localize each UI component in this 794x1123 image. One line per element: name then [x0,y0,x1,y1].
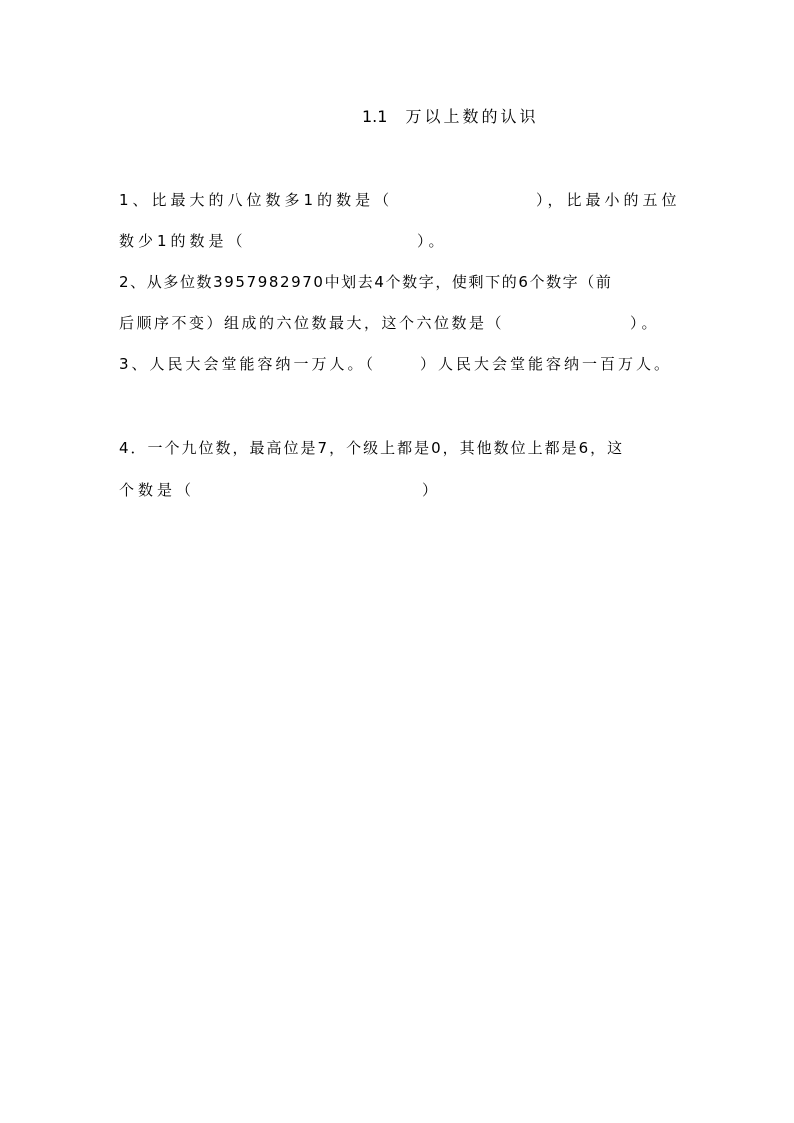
title-number: 1.1 [362,107,388,126]
title-text: 万以上数的认识 [405,107,539,126]
q3-text-b: ）人民大会堂能容纳一百万人。 [420,355,673,373]
q1-line2-close: ）。 [417,232,448,250]
q1-line1-text: 1、比最大的八位数多1的数是（ [119,191,394,209]
q2-line1-text: 2、从多位数3957982970中划去4个数字，使剩下的6个数字（前 [119,273,613,291]
q4-line1-text: 4．一个九位数，最高位是7，个级上都是0，其他数位上都是6，这 [119,439,625,457]
q1-line1-rest: ），比最小的五位 [536,191,681,209]
q2-line2-close: ）。 [630,314,661,332]
q4-line2-text: 个数是（ [119,481,196,499]
q3-text-a: 3、人民大会堂能容纳一万人。（ [119,355,377,373]
q2-line2-text: 后顺序不变）组成的六位数最大，这个六位数是（ [119,314,505,332]
worksheet-title [362,104,538,127]
q1-line2-text: 数少1的数是（ [119,232,247,250]
q4-line2-close: ） [422,481,442,499]
